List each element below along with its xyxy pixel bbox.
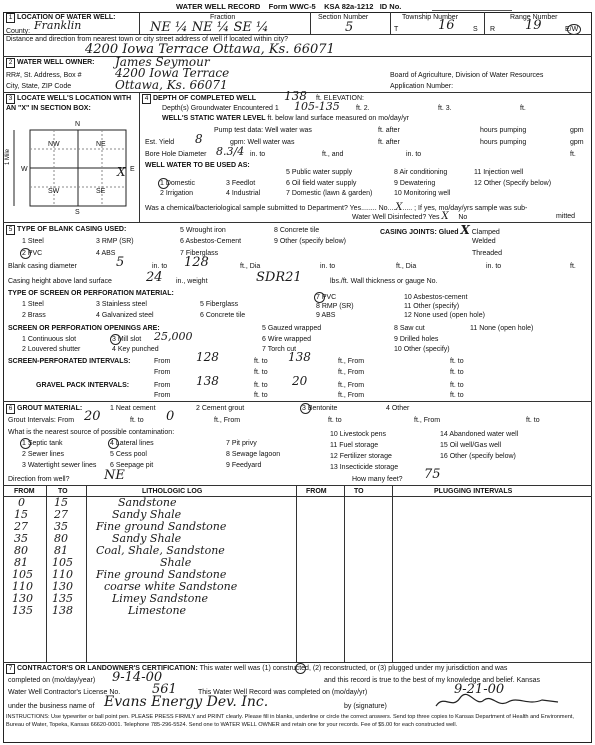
open-8: 8 Saw cut bbox=[394, 325, 425, 332]
county-value: Franklin bbox=[34, 19, 82, 32]
s-label: S bbox=[75, 209, 80, 216]
screen-1: 1 Steel bbox=[22, 301, 44, 308]
log-row-to: 105 bbox=[52, 556, 73, 569]
bcd-ft-dia: ft., Dia bbox=[240, 263, 261, 270]
gpi-ft-to2: ft. to bbox=[450, 382, 464, 389]
well-location-x: X bbox=[117, 165, 126, 179]
src-2: 2 Sewer lines bbox=[22, 451, 65, 458]
spi-ft-to2: ft. to bbox=[450, 358, 464, 365]
n-label: N bbox=[75, 121, 81, 128]
completed-label: completed on (mo/day/year) bbox=[8, 677, 96, 684]
pump-test-label: Pump test data: Well water was bbox=[214, 127, 312, 134]
height-value: 24 bbox=[146, 270, 163, 285]
spi-ft-to4: ft. to bbox=[450, 369, 464, 376]
range-ew: E/W bbox=[565, 26, 579, 33]
casing-2: 2 PVC bbox=[22, 250, 43, 257]
log-row-from: 105 bbox=[12, 568, 33, 581]
log-row-to: 35 bbox=[54, 520, 68, 533]
src-10: 10 Livestock pens bbox=[330, 431, 387, 438]
application-label: Application Number: bbox=[390, 83, 454, 90]
spi-ft-to: ft. to bbox=[254, 358, 268, 365]
range-label: Range Number bbox=[510, 14, 558, 21]
feet-value: 75 bbox=[424, 467, 441, 482]
screen-6: 6 Concrete tile bbox=[200, 312, 246, 319]
business-label: under the business name of bbox=[8, 703, 95, 710]
license-value: 561 bbox=[152, 682, 177, 697]
open-2: 2 Louvered shutter bbox=[22, 346, 81, 353]
open-4: 4 Key punched bbox=[112, 346, 159, 353]
lbs-label: lbs./ft. Wall thickness or gauge No. bbox=[330, 278, 438, 285]
screen-5: 5 Fiberglass bbox=[200, 301, 239, 308]
feet-label: How many feet? bbox=[352, 476, 403, 483]
log-row-desc: Limey Sandstone bbox=[112, 592, 208, 605]
log-row-to: 80 bbox=[54, 532, 68, 545]
log-plug-header: PLUGGING INTERVALS bbox=[434, 488, 513, 495]
use-5: 5 Public water supply bbox=[286, 169, 353, 176]
gpi-ft-to: ft. to bbox=[254, 382, 268, 389]
yield-hours: hours pumping bbox=[480, 139, 527, 146]
open-9: 9 Drilled holes bbox=[394, 336, 439, 343]
log-to2-header: TO bbox=[354, 488, 364, 495]
open-11: 11 None (open hole) bbox=[470, 325, 534, 332]
log-lith-header: LITHOLOGIC LOG bbox=[142, 488, 203, 495]
gpi-ft-to4: ft. to bbox=[450, 392, 464, 399]
spi-to-value: 138 bbox=[288, 350, 311, 364]
src-12: 12 Fertilizer storage bbox=[330, 453, 392, 460]
sw-label: SW bbox=[48, 188, 60, 195]
log-row-from: 81 bbox=[14, 556, 28, 569]
township-label: Township Number bbox=[402, 14, 459, 21]
casing-8: 8 Concrete tile bbox=[274, 227, 320, 234]
open-7: 7 Torch cut bbox=[262, 346, 297, 353]
bore-value: 8.3/4 bbox=[216, 145, 245, 158]
bore-ft: ft. bbox=[570, 151, 576, 158]
yield-gpm2: gpm bbox=[570, 139, 584, 146]
use-2: 2 Irrigation bbox=[160, 190, 194, 197]
screen-title: TYPE OF SCREEN OR PERFORATION MATERIAL: bbox=[8, 290, 174, 297]
src-9: 9 Feedyard bbox=[226, 462, 262, 469]
openings-title: SCREEN OR PERFORATION OPENINGS ARE: bbox=[8, 325, 160, 332]
src-1: 1 Septic tank bbox=[22, 440, 63, 447]
gw-ft2: ft. 2. bbox=[356, 105, 370, 112]
threaded-label: Threaded bbox=[472, 250, 502, 257]
cert2-text: and this record is true to the best of my knowledge and belief. Kansas bbox=[324, 677, 540, 684]
mile-label: 1 Mile bbox=[5, 148, 11, 165]
spi-ft-from: ft., From bbox=[338, 358, 365, 365]
log-from-header: FROM bbox=[14, 488, 35, 495]
grout-2: 2 Cement grout bbox=[196, 405, 245, 412]
w-label: W bbox=[21, 166, 28, 173]
pump-gpm: gpm bbox=[570, 127, 584, 134]
src-8: 8 Sewage lagoon bbox=[226, 451, 281, 458]
log-row-from: 80 bbox=[14, 544, 28, 557]
e-label: E bbox=[130, 166, 135, 173]
chem-label: Was a chemical/bacteriological sample submitted to Department? Yes........ No....X..... ; If yes, mo/day/yrs sample was sub- bbox=[145, 202, 528, 213]
s1-title: 1 LOCATION OF WATER WELL: bbox=[6, 13, 116, 23]
grout-from-value: 20 bbox=[84, 409, 101, 424]
range-value: 19 bbox=[525, 18, 542, 33]
signature-label: by (signature) bbox=[344, 703, 387, 710]
log-row-from: 0 bbox=[18, 496, 25, 509]
grout-ft-to2: ft. to bbox=[328, 417, 342, 424]
log-row-desc: coarse white Sandstone bbox=[104, 580, 238, 593]
pump-hours: hours pumping bbox=[480, 127, 527, 134]
open-6: 6 Wire wrapped bbox=[262, 336, 312, 343]
gpi-from-value: 138 bbox=[196, 374, 219, 388]
owner-value: James Seymour bbox=[115, 55, 210, 69]
gw-ft: ft. bbox=[520, 105, 526, 112]
log-row-from: 15 bbox=[14, 508, 28, 521]
fraction-value: NE ¼ NE ¼ SE ¼ bbox=[150, 20, 269, 35]
gpi-label: GRAVEL PACK INTERVALS: bbox=[36, 382, 130, 389]
yield-after: ft. after bbox=[378, 139, 400, 146]
static-label: WELL'S STATIC WATER LEVEL ft. below land surface measured on mo/day/yr bbox=[162, 115, 410, 122]
casing-6: 6 Asbestos-Cement bbox=[180, 238, 242, 245]
log-from2-header: FROM bbox=[306, 488, 327, 495]
use-11: 11 Injection well bbox=[474, 169, 524, 176]
gpi-from-label2: From bbox=[154, 392, 171, 399]
log-row-desc: Sandy Shale bbox=[112, 508, 182, 521]
casing-4: 4 ABS bbox=[96, 250, 116, 257]
gw-label: Depth(s) Groundwater Encountered 1 bbox=[162, 105, 279, 112]
screen-12: 12 None used (open hole) bbox=[404, 312, 485, 319]
src-3: 3 Watertight sewer lines bbox=[22, 462, 97, 469]
screen-10: 10 Asbestos-cement bbox=[404, 294, 468, 301]
board-label: Board of Agriculture, Division of Water Resources bbox=[390, 72, 544, 79]
casing-7: 7 Fiberglass bbox=[180, 250, 219, 257]
city-label: City, State, ZIP Code bbox=[6, 83, 72, 90]
bcd-label: Blank casing diameter bbox=[8, 263, 77, 270]
log-row-to: 130 bbox=[52, 580, 73, 593]
casing-3: 3 RMP (SR) bbox=[96, 238, 134, 245]
section-label: Section Number bbox=[318, 14, 369, 21]
log-row-desc: Shale bbox=[160, 556, 192, 569]
mill-slot-value: 25,000 bbox=[154, 330, 193, 343]
log-row-to: 110 bbox=[52, 568, 73, 581]
cert3-text: This Water Well Record was completed on (mo/day/yr) bbox=[198, 689, 368, 696]
gpi-to-value: 20 bbox=[292, 374, 308, 388]
bcd-to-value: 128 bbox=[184, 255, 209, 270]
log-row-desc: Limestone bbox=[128, 604, 187, 617]
bore-ft-and: ft., and bbox=[322, 151, 344, 158]
use-9: 9 Dewatering bbox=[394, 180, 436, 187]
use-1: 1 Domestic bbox=[160, 180, 196, 187]
form-title: WATER WELL RECORD Form WWC-5 KSA 82a-1212 ID No. bbox=[176, 2, 402, 11]
use-6: 6 Oil field water supply bbox=[286, 180, 357, 187]
license-label: Water Well Contractor's License No. bbox=[8, 689, 121, 696]
bcd-ft: ft. bbox=[570, 263, 576, 270]
gpi-ft-from: ft., From bbox=[338, 382, 365, 389]
spi-label: SCREEN-PERFORATED INTERVALS: bbox=[8, 358, 131, 365]
casing-5: 5 Wrought iron bbox=[180, 227, 226, 234]
src-4: 4 Lateral lines bbox=[110, 440, 154, 447]
s3-title: 3 LOCATE WELL'S LOCATION WITH AN "X" IN SECTION BOX: bbox=[6, 95, 132, 112]
screen-3: 3 Stainless steel bbox=[96, 301, 147, 308]
township-t: T bbox=[394, 26, 399, 33]
use-title: WELL WATER TO BE USED AS: bbox=[145, 162, 250, 169]
log-row-from: 110 bbox=[12, 580, 33, 593]
casing-9: 9 Other (specify below) bbox=[274, 238, 346, 245]
screen-7: 7 PVC bbox=[316, 294, 337, 301]
direction-label: Direction from well? bbox=[8, 476, 70, 483]
s4-depth-label: 4 DEPTH OF COMPLETED WELL bbox=[142, 94, 256, 104]
nw-label: NW bbox=[48, 141, 60, 148]
county-label: County: bbox=[6, 28, 31, 35]
welded-label: Welded bbox=[472, 238, 496, 245]
yield-label: Est. Yield bbox=[145, 139, 175, 146]
range-r: R bbox=[490, 26, 496, 33]
se-label: SE bbox=[96, 188, 106, 195]
screen-9: 9 ABS bbox=[316, 312, 336, 319]
depth-value: 138 bbox=[284, 89, 307, 103]
use-12: 12 Other (Specify below) bbox=[474, 180, 552, 187]
use-7: 7 Domestic (lawn & garden) bbox=[286, 190, 373, 197]
grout-to-value: 0 bbox=[166, 409, 175, 424]
instructions: INSTRUCTIONS: Use typewriter or ball point pen. PLEASE PRESS FIRMLY and PRINT clearly. Please fill in blanks, underline or circle the correct answers. Send top three copies to Kansas Department of Health and Environment, Bureau of Water, Topeka, Kansas 66620-0001. Telephone 785-296-5524. Send one to WATER WELL OWNER and retain one for your records. Fee of $5.00 for each constructed well. bbox=[6, 714, 574, 728]
record-date-value: 9-21-00 bbox=[454, 682, 505, 697]
gpi-ft-from2: ft., From bbox=[338, 392, 365, 399]
gpi-ft-to3: ft. to bbox=[254, 392, 268, 399]
grout-ft-from: ft., From bbox=[214, 417, 241, 424]
log-row-desc: Sandstone bbox=[118, 496, 177, 509]
section-value: 5 bbox=[345, 20, 354, 35]
bcd-in-to3: in. to bbox=[486, 263, 502, 270]
spi-from-value: 128 bbox=[196, 350, 219, 364]
use-10: 10 Monitoring well bbox=[394, 190, 451, 197]
gw-value: 105-135 bbox=[294, 100, 340, 113]
log-row-to: 81 bbox=[54, 544, 68, 557]
log-row-from: 35 bbox=[14, 532, 28, 545]
gpi-from-label: From bbox=[154, 382, 171, 389]
height-label: Casing height above land surface bbox=[8, 278, 112, 285]
business-value: Evans Energy Dev. Inc. bbox=[104, 694, 269, 710]
bore-in-to: in. to bbox=[250, 151, 266, 158]
screen-4: 4 Galvanized steel bbox=[96, 312, 154, 319]
disinfected-label: Water Well Disinfected? Yes X No bbox=[352, 211, 468, 222]
src-6: 6 Seepage pit bbox=[110, 462, 154, 469]
bcd-in-to: in. to bbox=[152, 263, 168, 270]
log-row-from: 130 bbox=[12, 592, 33, 605]
log-row-to: 135 bbox=[52, 592, 73, 605]
s7-title: 7 CONTRACTOR'S OR LANDOWNER'S CERTIFICATION: This water well was (1) constructed, (2) reconstructed, or (3) plugged under my jurisdiction and was bbox=[6, 664, 507, 674]
completed-value: 9-14-00 bbox=[112, 670, 163, 685]
elevation-label: ft. ELEVATION: bbox=[316, 95, 364, 102]
casing-1: 1 Steel bbox=[22, 238, 44, 245]
bore-label: Bore Hole Diameter bbox=[145, 151, 207, 158]
bcd-value: 5 bbox=[116, 255, 125, 270]
log-row-to: 15 bbox=[54, 496, 68, 509]
weight-label: in., weight bbox=[176, 278, 208, 285]
log-row-to: 27 bbox=[54, 508, 68, 521]
screen-2: 2 Brass bbox=[22, 312, 46, 319]
distance-label: Distance and direction from nearest town or city street address of well if located within city? bbox=[6, 36, 289, 43]
signature-image bbox=[432, 692, 562, 712]
spi-from-label2: From bbox=[154, 369, 171, 376]
s6-title: 6 GROUT MATERIAL: bbox=[6, 404, 82, 414]
yield-gpm: gpm: Well water was bbox=[230, 139, 295, 146]
weight-value: SDR21 bbox=[256, 270, 302, 285]
src-11: 11 Fuel storage bbox=[330, 442, 379, 449]
src-15: 15 Oil well/Gas well bbox=[440, 442, 502, 449]
open-10: 10 Other (specify) bbox=[394, 346, 450, 353]
grout-4: 4 Other bbox=[386, 405, 410, 412]
fraction-label: Fraction bbox=[210, 14, 236, 21]
bore-in-to2: in. to bbox=[406, 151, 422, 158]
gw-ft3: ft. 3. bbox=[438, 105, 452, 112]
spi-ft-to3: ft. to bbox=[254, 369, 268, 376]
screen-11: 11 Other (specify) bbox=[404, 303, 460, 310]
use-3: 3 Feedlot bbox=[226, 180, 256, 187]
pump-after: ft. after bbox=[378, 127, 400, 134]
log-row-to: 138 bbox=[52, 604, 73, 617]
log-row-from: 135 bbox=[12, 604, 33, 617]
joints-label: CASING JOINTS: Glued X Clamped bbox=[380, 223, 500, 237]
township-value: 16 bbox=[438, 18, 455, 33]
contam-label: What is the nearest source of possible contamination: bbox=[8, 429, 175, 436]
s5-title: 5 TYPE OF BLANK CASING USED: bbox=[6, 225, 126, 235]
rr-label: RR#, St. Address, Box # bbox=[6, 72, 82, 79]
src-13: 13 Insecticide storage bbox=[330, 464, 399, 471]
log-row-from: 27 bbox=[14, 520, 28, 533]
bcd-ft-dia2: ft., Dia bbox=[396, 263, 417, 270]
grout-3: 3 Bentonite bbox=[302, 405, 338, 412]
log-to-header: TO bbox=[58, 488, 68, 495]
grout-ft-from2: ft., From bbox=[414, 417, 441, 424]
open-1: 1 Continuous slot bbox=[22, 336, 77, 343]
grout-ft-to3: ft. to bbox=[526, 417, 540, 424]
log-row-desc: Sandy Shale bbox=[112, 532, 182, 545]
log-row-desc: Fine ground Sandstone bbox=[96, 520, 227, 533]
src-14: 14 Abandoned water well bbox=[440, 431, 519, 438]
use-4: 4 Industrial bbox=[226, 190, 261, 197]
chem-mitted: mitted bbox=[556, 213, 576, 220]
log-row-desc: Fine ground Sandstone bbox=[96, 568, 227, 581]
grout-1: 1 Neat cement bbox=[110, 405, 156, 412]
direction-value: NE bbox=[104, 468, 125, 483]
spi-from-label: From bbox=[154, 358, 171, 365]
src-7: 7 Pit privy bbox=[226, 440, 257, 447]
city-value: Ottawa, Ks. 66071 bbox=[115, 78, 228, 92]
grout-ft-to: ft. to bbox=[130, 417, 144, 424]
src-5: 5 Cess pool bbox=[110, 451, 147, 458]
log-row-desc: Coal, Shale, Sandstone bbox=[96, 544, 225, 557]
grout-intervals-label: Grout Intervals: From bbox=[8, 417, 75, 424]
s2-owner-label: 2 WATER WELL OWNER: bbox=[6, 58, 95, 68]
src-16: 16 Other (specify below) bbox=[440, 453, 516, 460]
use-8: 8 Air conditioning bbox=[394, 169, 448, 176]
rr-value: 4200 Iowa Terrace bbox=[115, 66, 230, 80]
township-s: S bbox=[473, 26, 478, 33]
bcd-in-to2: in. to bbox=[320, 263, 336, 270]
spi-ft-from2: ft., From bbox=[338, 369, 365, 376]
ne-label: NE bbox=[96, 141, 106, 148]
distance-value: 4200 Iowa Terrace Ottawa, Ks. 66071 bbox=[85, 42, 335, 57]
open-5: 5 Gauzed wrapped bbox=[262, 325, 322, 332]
yield-value: 8 bbox=[195, 132, 203, 146]
screen-8: 8 RMP (SR) bbox=[316, 303, 354, 310]
open-3: 3 Mill slot bbox=[112, 336, 142, 343]
